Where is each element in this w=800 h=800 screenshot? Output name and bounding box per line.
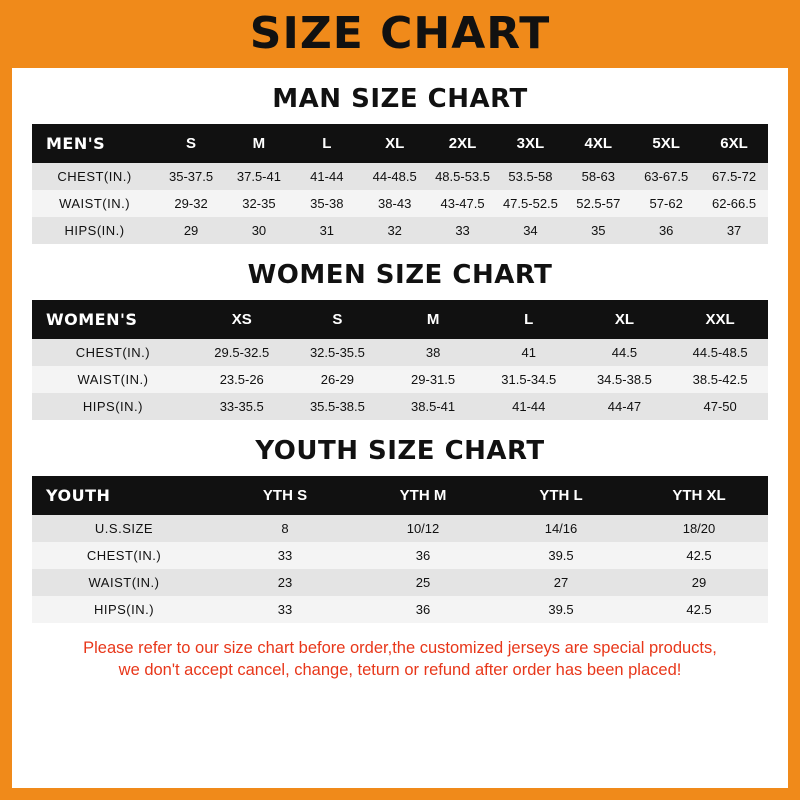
row-label: CHEST(IN.) — [57, 169, 132, 184]
table-row — [32, 163, 768, 190]
cell: 32 — [387, 223, 402, 238]
cell: 38 — [425, 345, 441, 360]
table-row — [32, 190, 768, 217]
footer-note — [32, 637, 768, 682]
cell: 34 — [523, 223, 538, 238]
cell: 18/20 — [682, 521, 716, 536]
table-row — [32, 542, 768, 569]
youth-section-title: YOUTH SIZE CHART — [255, 436, 545, 466]
cell: 38.5-41 — [411, 399, 456, 414]
men-section-title: MAN SIZE CHART — [272, 84, 528, 114]
table-row — [32, 366, 768, 393]
cell: 14/16 — [544, 521, 578, 536]
cell: 31.5-34.5 — [501, 372, 557, 387]
table-row — [32, 596, 768, 623]
men-col-6xl: 6XL — [700, 124, 768, 163]
footer-note-line1: Please refer to our size chart before order,the customized jerseys are special products, — [83, 639, 717, 657]
cell: 52.5-57 — [576, 196, 621, 211]
men-col-3xl: 3XL — [496, 124, 564, 163]
women-col-xl: XL — [577, 300, 673, 339]
cell: 26-29 — [320, 372, 355, 387]
cell: 29-32 — [174, 196, 208, 211]
cell: 33 — [277, 602, 293, 617]
men-col-m: M — [225, 124, 293, 163]
table-row — [32, 569, 768, 596]
men-size-table — [32, 124, 768, 244]
cell: 27 — [553, 575, 569, 590]
cell: 29-31.5 — [411, 372, 456, 387]
men-col-2xl: 2XL — [429, 124, 497, 163]
cell: 44.5-48.5 — [692, 345, 748, 360]
women-col-s: S — [290, 300, 386, 339]
cell: 41-44 — [512, 399, 546, 414]
cell: 35.5-38.5 — [309, 399, 365, 414]
table-row — [32, 217, 768, 244]
page-title: SIZE CHART — [249, 8, 551, 59]
women-header-label: WOMEN'S — [32, 300, 194, 339]
cell: 39.5 — [548, 548, 574, 563]
men-col-xl: XL — [361, 124, 429, 163]
cell: 34.5-38.5 — [596, 372, 652, 387]
youth-col-s: YTH S — [216, 476, 354, 515]
cell: 44-48.5 — [372, 169, 417, 184]
cell: 38.5-42.5 — [692, 372, 748, 387]
table-header-row — [32, 476, 768, 515]
cell: 23.5-26 — [219, 372, 264, 387]
cell: 44.5 — [611, 345, 638, 360]
cell: 57-62 — [649, 196, 683, 211]
cell: 32.5-35.5 — [309, 345, 365, 360]
men-col-s: S — [157, 124, 225, 163]
women-col-m: M — [385, 300, 481, 339]
men-col-5xl: 5XL — [632, 124, 700, 163]
table-header-row — [32, 124, 768, 163]
row-label: U.S.SIZE — [94, 521, 154, 536]
row-label: HIPS(IN.) — [82, 399, 144, 414]
content-area — [12, 84, 788, 682]
cell: 58-63 — [581, 169, 615, 184]
cell: 29.5-32.5 — [214, 345, 270, 360]
cell: 36 — [415, 602, 431, 617]
row-label: CHEST(IN.) — [75, 345, 151, 360]
cell: 35-37.5 — [169, 169, 214, 184]
table-row — [32, 339, 768, 366]
table-row — [32, 393, 768, 420]
cell: 32-35 — [242, 196, 276, 211]
cell: 8 — [281, 521, 289, 536]
cell: 39.5 — [548, 602, 574, 617]
women-col-l: L — [481, 300, 577, 339]
cell: 38-43 — [378, 196, 412, 211]
cell: 41-44 — [310, 169, 344, 184]
cell: 47.5-52.5 — [502, 196, 558, 211]
table-row — [32, 515, 768, 542]
cell: 43-47.5 — [440, 196, 485, 211]
cell: 31 — [319, 223, 335, 238]
row-label: WAIST(IN.) — [88, 575, 160, 590]
cell: 36 — [415, 548, 431, 563]
cell: 33 — [277, 548, 293, 563]
cell: 10/12 — [406, 521, 440, 536]
footer-note-line2: we don't accept cancel, change, teturn or refund after order has been placed! — [118, 661, 682, 680]
row-label: WAIST(IN.) — [59, 196, 131, 211]
row-label: CHEST(IN.) — [86, 548, 162, 563]
cell: 29 — [183, 223, 199, 238]
youth-size-table — [32, 476, 768, 623]
footer-accent-bar — [0, 788, 800, 800]
men-col-4xl: 4XL — [564, 124, 632, 163]
cell: 63-67.5 — [644, 169, 689, 184]
cell: 25 — [415, 575, 431, 590]
row-label: WAIST(IN.) — [77, 372, 149, 387]
women-col-xs: XS — [194, 300, 290, 339]
cell: 35 — [591, 223, 606, 238]
cell: 53.5-58 — [508, 169, 553, 184]
men-header-label: MEN'S — [32, 124, 157, 163]
row-label: HIPS(IN.) — [64, 223, 125, 238]
cell: 42.5 — [686, 602, 712, 617]
men-col-l: L — [293, 124, 361, 163]
youth-col-xl: YTH XL — [630, 476, 768, 515]
cell: 67.5-72 — [712, 169, 757, 184]
cell: 48.5-53.5 — [435, 169, 491, 184]
cell: 23 — [277, 575, 293, 590]
cell: 37 — [726, 223, 742, 238]
cell: 29 — [691, 575, 707, 590]
women-size-table — [32, 300, 768, 420]
cell: 62-66.5 — [712, 196, 757, 211]
youth-col-l: YTH L — [492, 476, 630, 515]
row-label: HIPS(IN.) — [93, 602, 155, 617]
cell: 44-47 — [607, 399, 642, 414]
women-col-xxl: XXL — [672, 300, 768, 339]
cell: 37.5-41 — [236, 169, 281, 184]
cell: 30 — [251, 223, 267, 238]
cell: 33-35.5 — [219, 399, 264, 414]
youth-header-label: YOUTH — [32, 476, 216, 515]
header-band — [12, 0, 788, 68]
cell: 35-38 — [310, 196, 344, 211]
cell: 41 — [521, 345, 536, 360]
cell: 33 — [455, 223, 470, 238]
table-header-row — [32, 300, 768, 339]
youth-col-m: YTH M — [354, 476, 492, 515]
cell: 47-50 — [703, 399, 737, 414]
cell: 42.5 — [686, 548, 712, 563]
women-section-title: WOMEN SIZE CHART — [247, 260, 553, 290]
cell: 36 — [658, 223, 674, 238]
